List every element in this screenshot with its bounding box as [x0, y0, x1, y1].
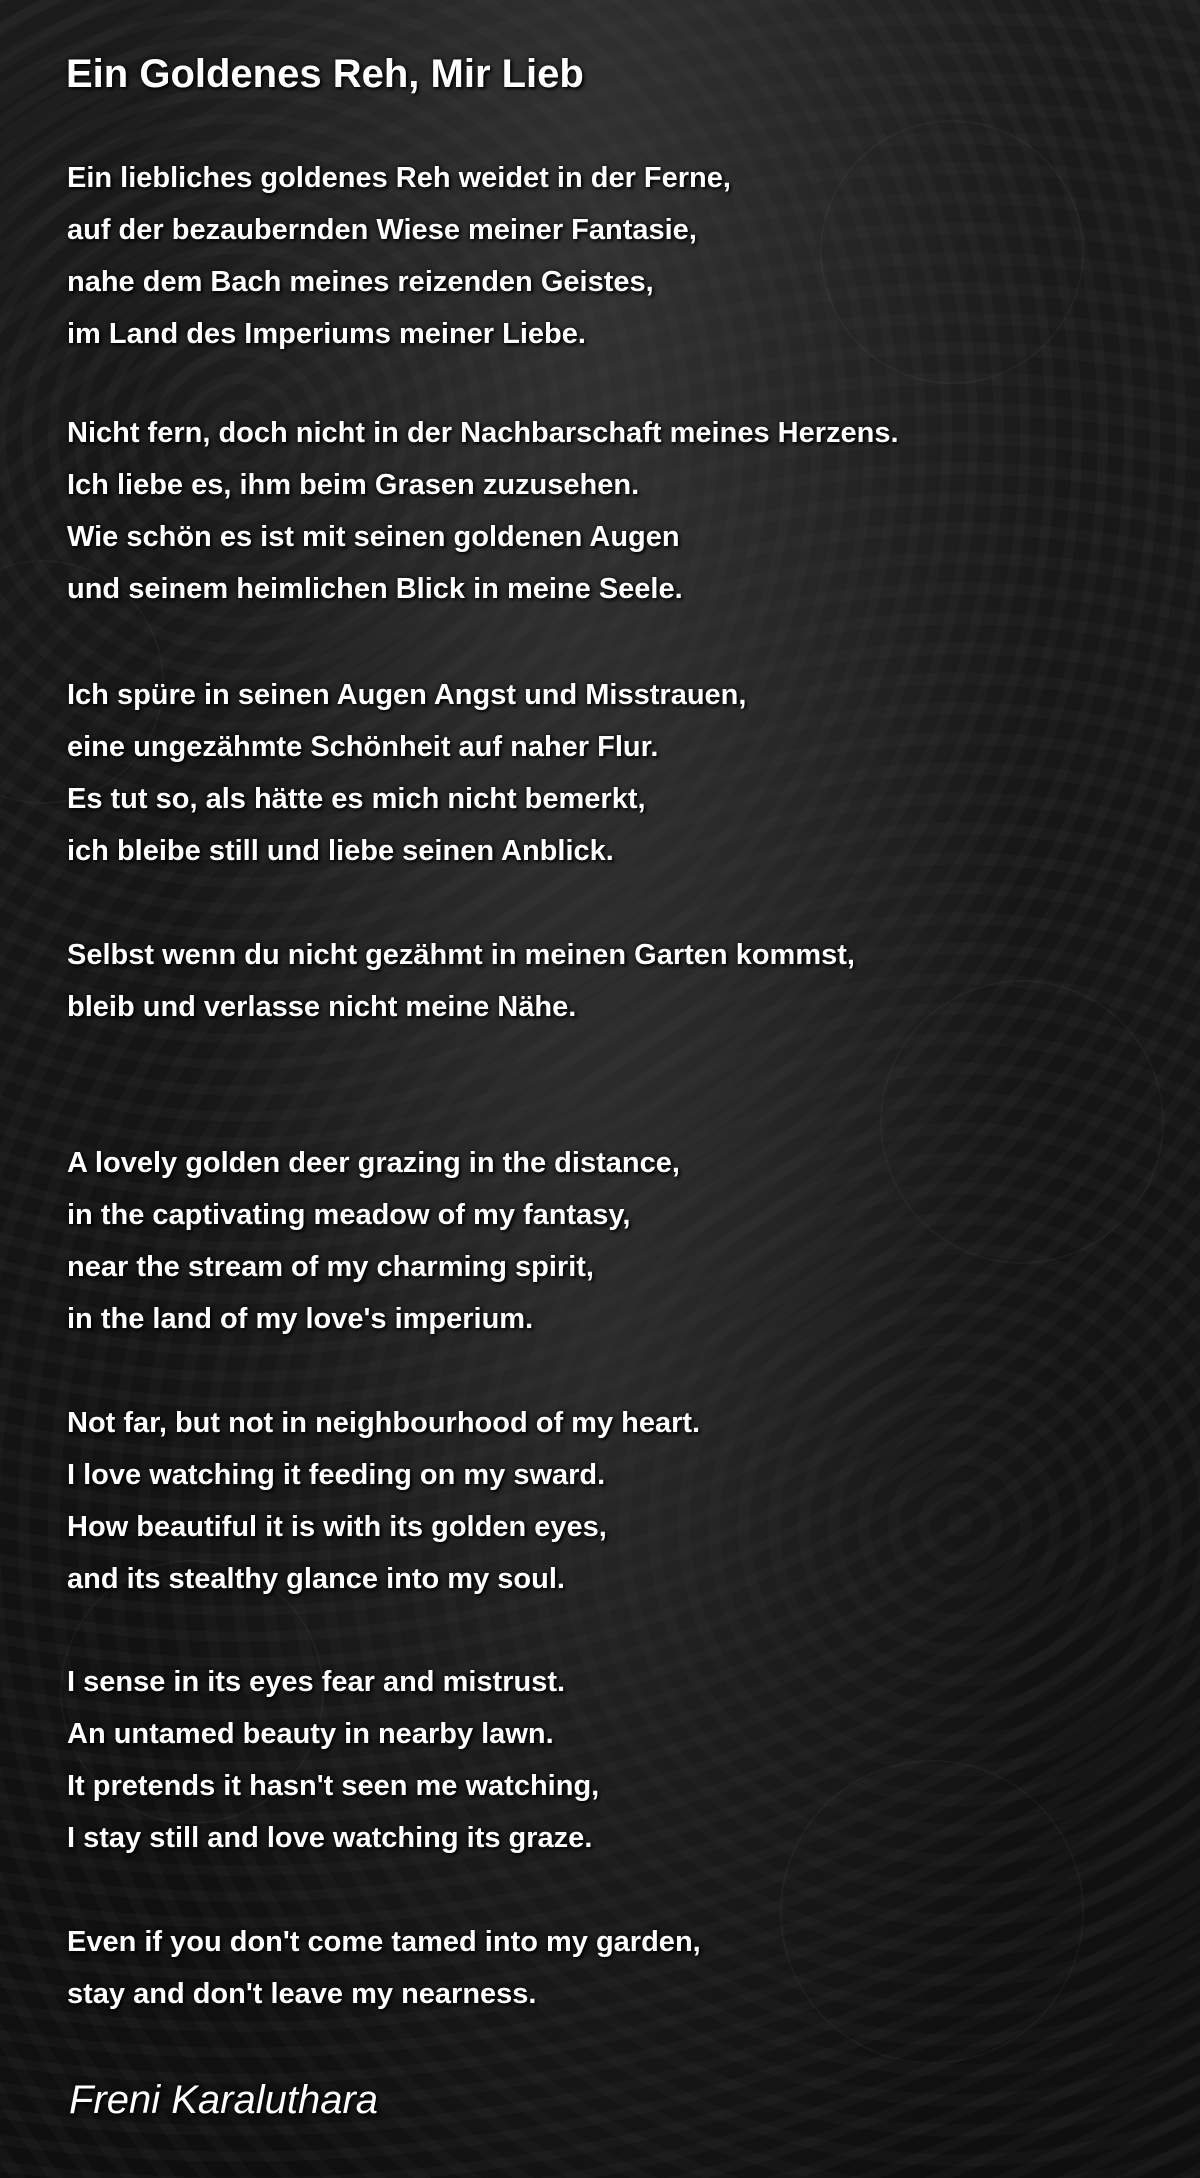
english-stanza-1	[67, 1137, 680, 1345]
background-ornament	[780, 1760, 1084, 2064]
poem-line: Ich spüre in seinen Augen Angst und Misstrauen,	[67, 679, 747, 711]
poem-line: I stay still and love watching its graze.	[67, 1822, 593, 1854]
poem-line: Es tut so, als hätte es mich nicht bemerkt,	[67, 783, 646, 815]
german-stanza-2	[67, 407, 899, 615]
background-ornament	[880, 980, 1164, 1264]
poem-title: Ein Goldenes Reh, Mir Lieb	[66, 52, 584, 96]
poem-line: It pretends it hasn't seen me watching,	[67, 1770, 600, 1802]
poem-line: Selbst wenn du nicht gezähmt in meinen Garten kommst,	[67, 939, 855, 971]
poem-line: stay and don't leave my nearness.	[67, 1978, 537, 2010]
poem-line: A lovely golden deer grazing in the distance,	[67, 1147, 680, 1179]
poem-line: Nicht fern, doch nicht in der Nachbarschaft meines Herzens.	[67, 417, 899, 449]
german-stanza-4	[67, 929, 855, 1033]
poem-line: An untamed beauty in nearby lawn.	[67, 1718, 554, 1750]
poem-line: Not far, but not in neighbourhood of my heart.	[67, 1407, 701, 1439]
poem-line: near the stream of my charming spirit,	[67, 1251, 594, 1283]
poem-line: im Land des Imperiums meiner Liebe.	[67, 318, 586, 350]
poem-line: in the land of my love's imperium.	[67, 1303, 534, 1335]
author-name: Freni Karaluthara	[69, 2078, 379, 2122]
poem-line: und seinem heimlichen Blick in meine Seele.	[67, 573, 683, 605]
english-stanza-4	[67, 1916, 701, 2020]
poem-line: Ein liebliches goldenes Reh weidet in der Ferne,	[67, 162, 731, 194]
background-ornament	[820, 120, 1084, 384]
poem-line: ich bleibe still und liebe seinen Anblick.	[67, 835, 614, 867]
german-stanza-3	[67, 669, 746, 877]
english-stanza-2	[67, 1397, 700, 1605]
english-stanza-3	[67, 1656, 599, 1864]
german-stanza-1	[67, 152, 731, 360]
poem-line: nahe dem Bach meines reizenden Geistes,	[67, 266, 654, 298]
poem-line: How beautiful it is with its golden eyes,	[67, 1511, 607, 1543]
poem-line: Ich liebe es, ihm beim Grasen zuzusehen.	[67, 469, 640, 501]
poem-line: Even if you don't come tamed into my garden,	[67, 1926, 701, 1958]
poem-line: bleib und verlasse nicht meine Nähe.	[67, 991, 577, 1023]
poem-line: in the captivating meadow of my fantasy,	[67, 1199, 631, 1231]
poem-line: Wie schön es ist mit seinen goldenen Augen	[67, 521, 680, 553]
poem-line: and its stealthy glance into my soul.	[67, 1563, 565, 1595]
poem-line: eine ungezähmte Schönheit auf naher Flur.	[67, 731, 659, 763]
poem-line: I love watching it feeding on my sward.	[67, 1459, 606, 1491]
poem-line: I sense in its eyes fear and mistrust.	[67, 1666, 566, 1698]
poem-line: auf der bezaubernden Wiese meiner Fantasie,	[67, 214, 697, 246]
